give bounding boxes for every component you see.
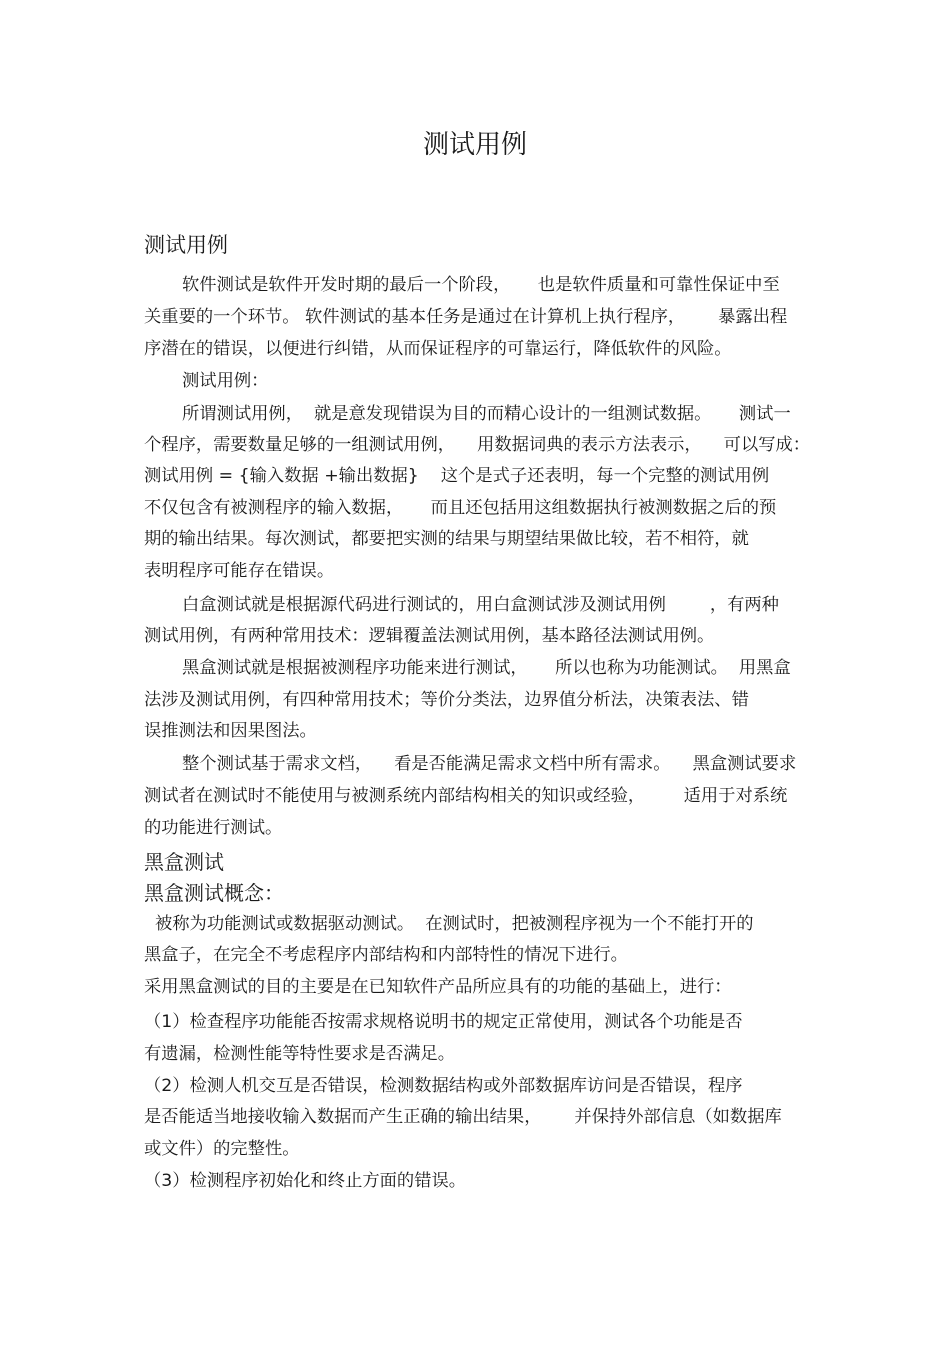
blackbox-concept-heading: 黑盒测试概念： — [144, 881, 284, 905]
para1-line-3: 序潜在的错误，以便进行纠错，从而保证程序的可靠运行，降低软件的风险。 — [144, 339, 732, 359]
para2-line-2: 个程序，需要数量足够的一组测试用例， 用数据词典的表示方法表示， 可以写成： — [144, 435, 811, 455]
para6-line-1: 被称为功能测试或数据驱动测试。 在测试时，把被测程序视为一个不能打开的 — [144, 914, 754, 934]
para6-line-3: 采用黑盒测试的目的主要是在已知软件产品所应具有的功能的基础上，进行： — [144, 977, 732, 997]
para1-line-2: 关重要的一个环节。 软件测试的基本任务是通过在计算机上执行程序， 暴露出程 — [144, 307, 788, 327]
document-title: 测试用例 — [422, 130, 527, 160]
para5-line-3: 的功能进行测试。 — [144, 818, 283, 838]
para2-line-5: 期的输出结果。每次测试，都要把实测的结果与期望结果做比较，若不相符，就 — [144, 529, 749, 549]
para6-line-8: 或文件）的完整性。 — [144, 1139, 300, 1159]
para4-line-2: 法涉及测试用例，有四种常用技术；等价分类法，边界值分析法，决策表法、错 — [144, 690, 749, 710]
para2-line-4: 不仅包含有被测程序的输入数据， 而且还包括用这组数据执行被测数据之后的预 — [144, 498, 777, 518]
para6-line-5: 有遗漏，检测性能等特性要求是否满足。 — [144, 1044, 456, 1064]
para4-line-3: 误推测法和因果图法。 — [144, 721, 317, 741]
para5-line-1: 整个测试基于需求文档， 看是否能满足需求文档中所有需求。 黑盒测试要求 — [182, 754, 797, 774]
para1-line-1: 软件测试是软件开发时期的最后一个阶段， 也是软件质量和可靠性保证中至 — [182, 275, 780, 295]
para2-line-6: 表明程序可能存在错误。 — [144, 561, 335, 581]
para3-line-1: 白盒测试就是根据源代码进行测试的，用白盒测试涉及测试用例 ，有两种 — [182, 595, 779, 615]
para2-line-3: 测试用例 = {输入数据 +输出数据} 这个是式子还表明，每一个完整的测试用例 — [144, 466, 770, 486]
blackbox-heading: 黑盒测试 — [144, 850, 224, 874]
para5-line-2: 测试者在测试时不能使用与被测系统内部结构相关的知识或经验， 适用于对系统 — [144, 786, 788, 806]
para2-line-1: 所谓测试用例， 就是意发现错误为目的而精心设计的一组测试数据。 测试一 — [182, 404, 791, 424]
para6-line-4: （1）检查程序功能能否按需求规格说明书的规定正常使用，测试各个功能是否 — [144, 1012, 743, 1032]
para4-line-1: 黑盒测试就是根据被测程序功能来进行测试， 所以也称为功能测试。 用黑盒 — [182, 658, 791, 678]
section-heading: 测试用例 — [144, 233, 228, 257]
para3-line-2: 测试用例，有两种常用技术：逻辑覆盖法测试用例，基本路径法测试用例。 — [144, 626, 715, 646]
para6-line-9: （3）检测程序初始化和终止方面的错误。 — [144, 1171, 467, 1191]
testcase-label: 测试用例： — [182, 371, 269, 391]
para6-line-2: 黑盒子，在完全不考虑程序内部结构和内部特性的情况下进行。 — [144, 945, 628, 965]
para6-line-6: （2）检测人机交互是否错误，检测数据结构或外部数据库访问是否错误，程序 — [144, 1076, 743, 1096]
para6-line-7: 是否能适当地接收输入数据而产生正确的输出结果， 并保持外部信息（如数据库 — [144, 1107, 782, 1127]
